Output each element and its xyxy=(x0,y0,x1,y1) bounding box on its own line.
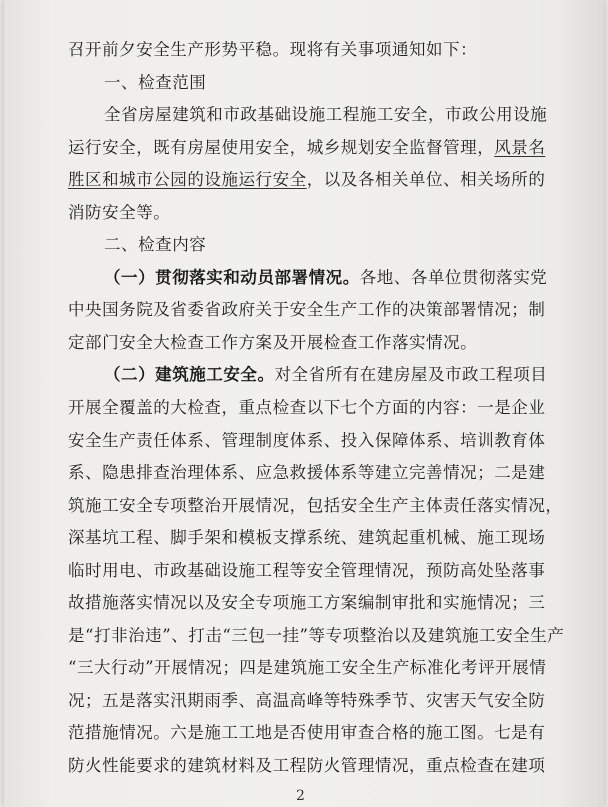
underlined-text: 胜区和城市公园的设施运行安全 xyxy=(68,170,307,189)
text-line: 防火性能要求的建筑材料及工程防火管理情况，重点检查在建项 xyxy=(68,756,546,775)
text-line: 筑施工安全专项整治开展情况，包括安全生产主体责任落实情况， xyxy=(68,496,563,515)
document-page xyxy=(4,0,604,807)
text-line: 安全生产责任体系、管理制度体系、投入保障体系、培训教育体 xyxy=(68,431,546,450)
text-line: 开展全覆盖的大检查，重点检查以下七个方面的内容：一是企业 xyxy=(68,398,546,417)
subheading-deployment: （一）贯彻落实和动员部署情况。 xyxy=(104,268,360,287)
text-line: “三大行动”开展情况；四是建筑施工安全生产标准化考评开展情 xyxy=(68,658,547,677)
section-heading-scope: 一、检查范围 xyxy=(104,73,207,92)
text-line xyxy=(68,134,588,158)
text-line: 深基坑工程、脚手架和模板支撑系统、建筑起重机械、施工现场 xyxy=(68,528,546,547)
text-line: 召开前夕安全生产形势平稳。现将有关事项通知如下： xyxy=(68,40,478,59)
text-line: 范措施情况。六是施工工地是否使用审查合格的施工图。七是有 xyxy=(68,723,546,742)
text-line: 临时用电、市政基础设施工程等安全管理情况，预防高处坠落事 xyxy=(68,561,546,580)
text-line: 全省房屋建筑和市政基础设施工程施工安全，市政公用设施 xyxy=(104,105,548,124)
subheading-construction: （二）建筑施工安全。 xyxy=(104,365,275,384)
text-span: 各地、各单位贯彻落实党 xyxy=(359,268,548,287)
text-line: 定部门安全大检查工作方案及开展检查工作落实情况。 xyxy=(68,333,478,352)
text-span: ，以及各相关单位、相关场所的 xyxy=(306,170,546,189)
text-line xyxy=(104,361,604,385)
text-line: 系、隐患排查治理体系、应急救援体系等建立完善情况；二是建 xyxy=(68,463,546,482)
text-line xyxy=(68,166,588,190)
text-line: 消防安全等。 xyxy=(68,203,171,222)
text-line: 是“打非治违”、打击“三包一挂”等专项整治以及建筑施工安全生产 xyxy=(68,626,565,645)
page-number: 2 xyxy=(296,788,305,804)
underlined-text: 风景名 xyxy=(494,138,546,157)
text-span: 对全省所有在建房屋及市政工程项目 xyxy=(274,365,548,384)
section-heading-content: 二、检查内容 xyxy=(104,235,207,254)
text-span: 运行安全，既有房屋使用安全，城乡规划安全监督管理， xyxy=(68,138,495,157)
text-line: 故措施落实情况以及安全专项施工方案编制审批和实施情况；三 xyxy=(68,593,546,612)
text-line xyxy=(104,264,604,288)
text-line: 中央国务院及省委省政府关于安全生产工作的决策部署情况；制 xyxy=(68,300,546,319)
text-line: 况；五是落实汛期雨季、高温高峰等特殊季节、灾害天气安全防 xyxy=(68,691,546,710)
